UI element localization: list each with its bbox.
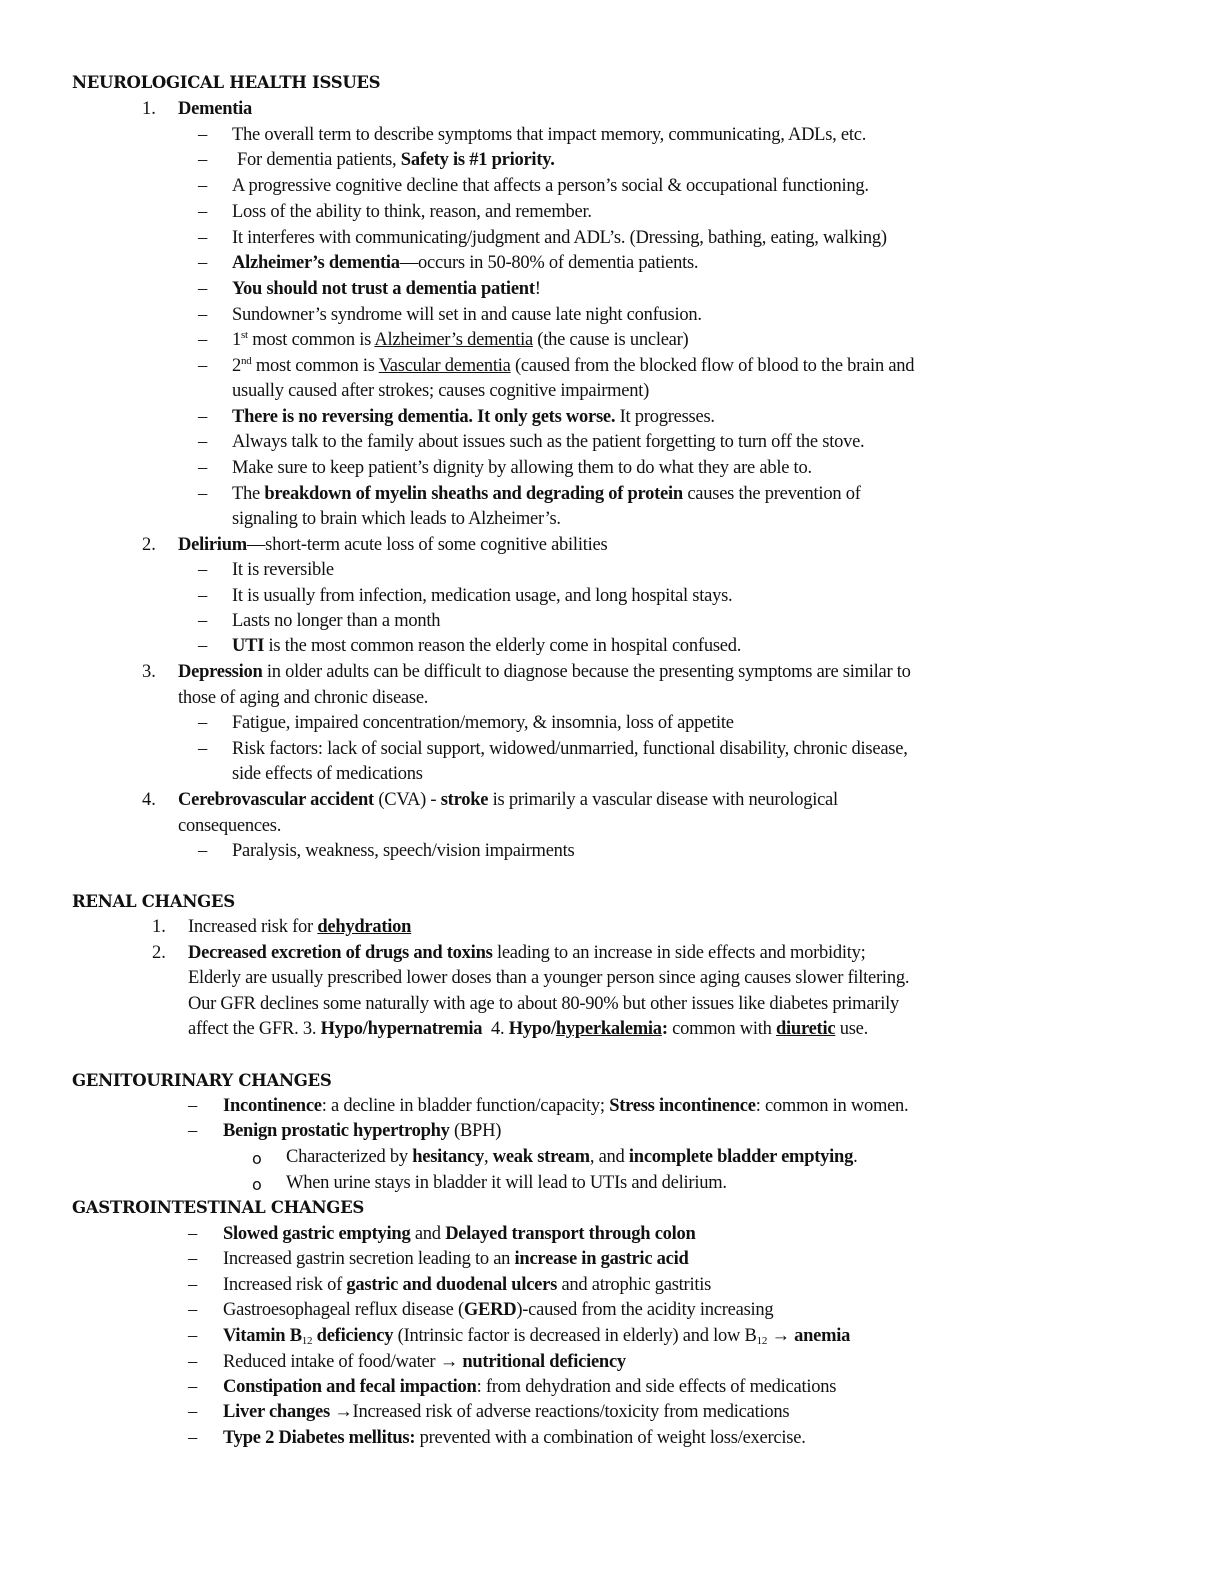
list-item: Loss of the ability to think, reason, and remember. (232, 202, 592, 222)
list-item: It is reversible (232, 560, 334, 580)
list-number: 2. (142, 535, 156, 555)
list-item: Alzheimer’s dementia—occurs in 50-80% of dementia patients. (232, 253, 699, 273)
neuro-heading: NEUROLOGICAL HEALTH ISSUES (72, 73, 381, 92)
bullet-dash: – (198, 330, 208, 350)
bullet-dash: – (198, 228, 208, 248)
genitourinary-heading: GENITOURINARY CHANGES (72, 1071, 332, 1090)
bullet-dash: – (198, 150, 208, 170)
renal-heading: RENAL CHANGES (72, 892, 235, 911)
list-number: 4. (142, 790, 156, 810)
list-item: Paralysis, weakness, speech/vision impairments (232, 841, 575, 861)
bullet-dash: – (188, 1096, 198, 1116)
bullet-dash: – (198, 432, 208, 452)
bullet-dash: – (188, 1224, 198, 1244)
bullet-dash: – (198, 253, 208, 273)
list-item: Slowed gastric emptying and Delayed transport through colon (223, 1224, 696, 1244)
arrow-right-icon: → (334, 1402, 353, 1422)
bullet-dash: – (198, 841, 208, 861)
list-item: Fatigue, impaired concentration/memory, & insomnia, loss of appetite (232, 713, 734, 733)
bullet-dash: – (198, 202, 208, 222)
list-item: Liver changes →Increased risk of adverse reactions/toxicity from medications (223, 1402, 790, 1422)
list-number: 3. (142, 662, 156, 682)
list-item: It interferes with communicating/judgment and ADL’s. (Dressing, bathing, eating, walking) (232, 228, 887, 248)
list-item: You should not trust a dementia patient! (232, 279, 541, 299)
list-item: Vitamin $B_{12}$ deficiency (Intrinsic factor is decreased in elderly) and low $B_{12}$ → anemia (223, 1326, 851, 1347)
bullet-dash: – (198, 125, 208, 145)
list-item: Decreased excretion of drugs and toxins leading to an increase in side effects and morbidity; (188, 943, 866, 963)
cva-title: Cerebrovascular accident (CVA) - stroke is primarily a vascular disease with neurological (178, 790, 838, 810)
bullet-dash: – (198, 586, 208, 606)
list-number: 2. (152, 943, 166, 963)
sub-bullet-circle: o (252, 1175, 262, 1194)
bullet-dash: – (188, 1300, 198, 1320)
bullet-dash: – (198, 560, 208, 580)
bullet-dash: – (198, 484, 208, 504)
bullet-dash: – (188, 1326, 198, 1346)
sub-list-item: Characterized by hesitancy, weak stream, and incomplete bladder emptying. (286, 1147, 858, 1167)
depression-title: Depression in older adults can be difficult to diagnose because the presenting symptoms are similar to (178, 662, 911, 682)
dementia-title: Dementia (178, 99, 253, 119)
bullet-dash: – (188, 1352, 198, 1372)
bullet-dash: – (188, 1275, 198, 1295)
list-item: The breakdown of myelin sheaths and degrading of protein causes the prevention of (232, 484, 861, 504)
bullet-dash: – (198, 636, 208, 656)
arrow-right-icon: → (771, 1326, 790, 1346)
bullet-dash: – (198, 176, 208, 196)
list-item: There is no reversing dementia. It only gets worse. It progresses. (232, 407, 715, 427)
list-item: It is usually from infection, medication usage, and long hospital stays. (232, 586, 733, 606)
arrow-right-icon: → (439, 1352, 458, 1372)
list-item-continuation: Our GFR declines some naturally with age to about 80-90% but other issues like diabetes primarily (188, 994, 899, 1014)
list-item: Constipation and fecal impaction: from dehydration and side effects of medications (223, 1377, 837, 1397)
list-item: The overall term to describe symptoms that impact memory, communicating, ADLs, etc. (232, 125, 867, 145)
list-item: Increased risk for dehydration (188, 917, 412, 937)
delirium-title: Delirium—short-term acute loss of some cognitive abilities (178, 535, 608, 555)
list-item: Increased risk of gastric and duodenal ulcers and atrophic gastritis (223, 1275, 712, 1295)
list-item-continuation: consequences. (178, 816, 282, 836)
bullet-dash: – (198, 458, 208, 478)
gastrointestinal-heading: GASTROINTESTINAL CHANGES (72, 1198, 364, 1217)
bullet-dash: – (198, 407, 208, 427)
list-item: Gastroesophageal reflux disease (GERD)-caused from the acidity increasing (223, 1300, 774, 1320)
list-item: Type 2 Diabetes mellitus: prevented with a combination of weight loss/exercise. (223, 1428, 806, 1448)
list-item-continuation: side effects of medications (232, 764, 423, 784)
bullet-dash: – (188, 1121, 198, 1141)
bullet-dash: – (198, 305, 208, 325)
bullet-dash: – (188, 1402, 198, 1422)
bullet-dash: – (198, 713, 208, 733)
bullet-dash: – (188, 1249, 198, 1269)
list-item-continuation: usually caused after strokes; causes cognitive impairment) (232, 381, 650, 401)
list-item-continuation: signaling to brain which leads to Alzheimer’s. (232, 509, 561, 529)
list-item: Risk factors: lack of social support, widowed/unmarried, functional disability, chronic disease, (232, 739, 908, 759)
list-item-continuation: those of aging and chronic disease. (178, 688, 429, 708)
list-item: Make sure to keep patient’s dignity by allowing them to do what they are able to. (232, 458, 812, 478)
bullet-dash: – (198, 739, 208, 759)
sub-list-item: When urine stays in bladder it will lead to UTIs and delirium. (286, 1173, 727, 1193)
bullet-dash: – (198, 356, 208, 376)
list-item: Benign prostatic hypertrophy (BPH) (223, 1121, 502, 1141)
list-item: Reduced intake of food/water → nutritional deficiency (223, 1352, 626, 1372)
sub-bullet-circle: o (252, 1149, 262, 1168)
list-item: Lasts no longer than a month (232, 611, 441, 631)
list-number: 1. (152, 917, 166, 937)
list-item: A progressive cognitive decline that affects a person’s social & occupational functioning. (232, 176, 869, 196)
bullet-dash: – (188, 1377, 198, 1397)
list-item: Increased gastrin secretion leading to an increase in gastric acid (223, 1249, 689, 1269)
list-item: Incontinence: a decline in bladder function/capacity; Stress incontinence: common in women. (223, 1096, 909, 1116)
bullet-dash: – (198, 279, 208, 299)
list-item: Sundowner’s syndrome will set in and cause late night confusion. (232, 305, 702, 325)
list-item: For dementia patients, Safety is #1 priority. (237, 150, 555, 170)
list-item-continuation: affect the GFR. 3. Hypo/hypernatremia 4. Hypo/hyperkalemia: common with diuretic use. (188, 1019, 868, 1039)
bullet-dash: – (198, 611, 208, 631)
list-item: 1st most common is Alzheimer’s dementia (the cause is unclear) (232, 329, 689, 350)
bullet-dash: – (188, 1428, 198, 1448)
list-number: 1. (142, 99, 156, 119)
list-item: 2nd most common is Vascular dementia (caused from the blocked flow of blood to the brain and (232, 355, 915, 376)
list-item: UTI is the most common reason the elderly come in hospital confused. (232, 636, 742, 656)
list-item: Always talk to the family about issues such as the patient forgetting to turn off the stove. (232, 432, 865, 452)
list-item-continuation: Elderly are usually prescribed lower doses than a younger person since aging causes slower filtering. (188, 968, 910, 988)
